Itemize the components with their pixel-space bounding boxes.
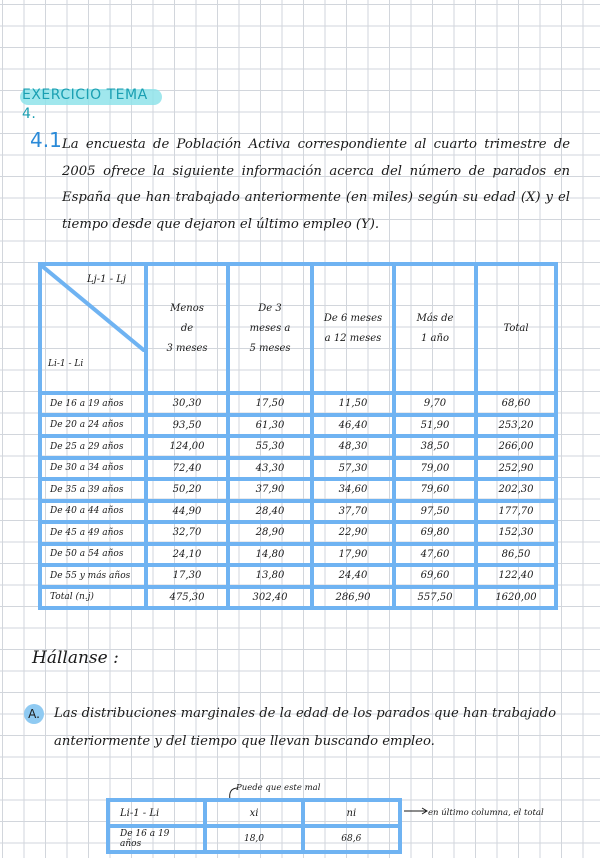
marginal-cell: 18,0	[205, 826, 302, 852]
header-line: 3 meses	[166, 342, 208, 354]
table-cell: 124,00	[146, 436, 228, 458]
exercise-title-text: EXERCICIO TEMA 4.	[22, 87, 148, 122]
table-cell: 202,30	[476, 479, 556, 501]
table-cell: 93,50	[146, 415, 228, 437]
header-line: a 12 meses	[324, 332, 382, 344]
table-cell: 252,90	[476, 458, 556, 480]
header-line: meses a	[249, 322, 291, 334]
row-label: Total (n.j)	[40, 587, 146, 609]
table-cell: 30,30	[146, 393, 228, 415]
marginal-cell: 68,6	[303, 826, 400, 852]
note-right: en último columna, el total	[428, 808, 544, 818]
corner-top-label: Lj-1 - Lj	[87, 274, 126, 285]
table-cell: 13,80	[228, 565, 312, 587]
table-cell: 57,30	[312, 458, 394, 480]
table-cell: 34,60	[312, 479, 394, 501]
row-label: De 50 a 54 años	[40, 544, 146, 566]
question-text: La encuesta de Población Activa correspondiente al cuarto trimestre de 2005 ofrece la siguiente información acerca del número de parados en España que han trabajado anteriormente (en miles) según su edad (X) y el tiempo desde que dejaron el último empleo (Y).	[62, 137, 570, 232]
table-cell: 17,30	[146, 565, 228, 587]
table-row	[40, 393, 556, 415]
table-cell: 61,30	[228, 415, 312, 437]
table-cell: 69,60	[394, 565, 476, 587]
header-menos-3-meses	[146, 264, 228, 393]
table-cell: 302,40	[228, 587, 312, 609]
header-line: Menos	[170, 302, 204, 314]
table-cell: 32,70	[146, 522, 228, 544]
table-cell: 43,30	[228, 458, 312, 480]
table-cell: 152,30	[476, 522, 556, 544]
table-cell: 37,70	[312, 501, 394, 523]
row-label: De 25 a 29 años	[40, 436, 146, 458]
table-cell: 55,30	[228, 436, 312, 458]
table-cell: 44,90	[146, 501, 228, 523]
table-cell: 177,70	[476, 501, 556, 523]
table-row	[40, 415, 556, 437]
table-cell: 38,50	[394, 436, 476, 458]
table-cell: 68,60	[476, 393, 556, 415]
table-cell: 48,30	[312, 436, 394, 458]
marginal-header-interval: Li-1 - Li	[108, 800, 205, 826]
header-total	[476, 264, 556, 393]
table-cell: 28,90	[228, 522, 312, 544]
row-label: De 40 a 44 años	[40, 501, 146, 523]
header-line: Total	[503, 322, 529, 334]
header-line: De 6 meses	[323, 312, 383, 324]
table-cell: 69,80	[394, 522, 476, 544]
table-cell: 557,50	[394, 587, 476, 609]
table-cell: 17,50	[228, 393, 312, 415]
table-cell: 22,90	[312, 522, 394, 544]
table-cell: 51,90	[394, 415, 476, 437]
marginal-header-xi: xi	[205, 800, 302, 826]
marginal-cell: De 16 a 19 años	[108, 826, 205, 852]
table-cell: 37,90	[228, 479, 312, 501]
table-row	[40, 479, 556, 501]
part-a-badge: A.	[24, 704, 44, 724]
table-row	[40, 587, 556, 609]
header-line: 5 meses	[249, 342, 291, 354]
table-cell: 17,90	[312, 544, 394, 566]
marginal-table	[106, 798, 402, 858]
row-label: De 30 a 34 años	[40, 458, 146, 480]
note-top: Puede que este mal	[236, 783, 321, 793]
table-cell: 24,10	[146, 544, 228, 566]
marginal-row	[108, 826, 400, 852]
table-cell: 79,00	[394, 458, 476, 480]
table-cell: 86,50	[476, 544, 556, 566]
exercise-title	[22, 84, 162, 122]
table-row	[40, 565, 556, 587]
corner-bottom-label: Li-1 - Li	[48, 359, 84, 369]
header-line: Más de	[416, 312, 454, 324]
table-cell: 79,60	[394, 479, 476, 501]
row-label: De 20 a 24 años	[40, 415, 146, 437]
header-line: De 3	[258, 302, 282, 314]
row-label: De 16 a 19 años	[40, 393, 146, 415]
table-cell: 266,00	[476, 436, 556, 458]
table-cell: 9,70	[394, 393, 476, 415]
table-cell: 46,40	[312, 415, 394, 437]
table-cell: 28,40	[228, 501, 312, 523]
row-label: De 45 a 49 años	[40, 522, 146, 544]
table-cell: 253,20	[476, 415, 556, 437]
table-row	[40, 522, 556, 544]
data-table	[38, 262, 554, 610]
table-cell: 286,90	[312, 587, 394, 609]
table-cell: 1620,00	[476, 587, 556, 609]
table-row	[40, 458, 556, 480]
table-cell: 122,40	[476, 565, 556, 587]
marginal-header-row	[108, 800, 400, 826]
marginal-header-ni: ni	[303, 800, 400, 826]
table-cell: 72,40	[146, 458, 228, 480]
header-mas-de-1-ano	[394, 264, 476, 393]
table-cell: 475,30	[146, 587, 228, 609]
note-right-arrow-icon	[404, 806, 430, 816]
question-number: 4.1	[30, 128, 62, 152]
table-row	[40, 436, 556, 458]
hallense-heading: Hállanse :	[32, 648, 119, 668]
table-header-row	[40, 264, 556, 393]
table-cell: 47,60	[394, 544, 476, 566]
table-row	[40, 501, 556, 523]
table-cell: 14,80	[228, 544, 312, 566]
table-cell: 24,40	[312, 565, 394, 587]
table-cell: 97,50	[394, 501, 476, 523]
header-3-a-5-meses	[228, 264, 312, 393]
table-corner-cell	[40, 264, 146, 393]
row-label: De 55 y más años	[40, 565, 146, 587]
header-line: de	[180, 322, 194, 334]
table-row	[40, 544, 556, 566]
header-6-a-12-meses	[312, 264, 394, 393]
header-line: 1 año	[421, 332, 449, 344]
table-cell: 50,20	[146, 479, 228, 501]
part-a-text: Las distribuciones marginales de la edad de los parados que han trabajado anteriormente y del tiempo que llevan buscando empleo.	[54, 706, 557, 749]
table-cell: 11,50	[312, 393, 394, 415]
row-label: De 35 a 39 años	[40, 479, 146, 501]
